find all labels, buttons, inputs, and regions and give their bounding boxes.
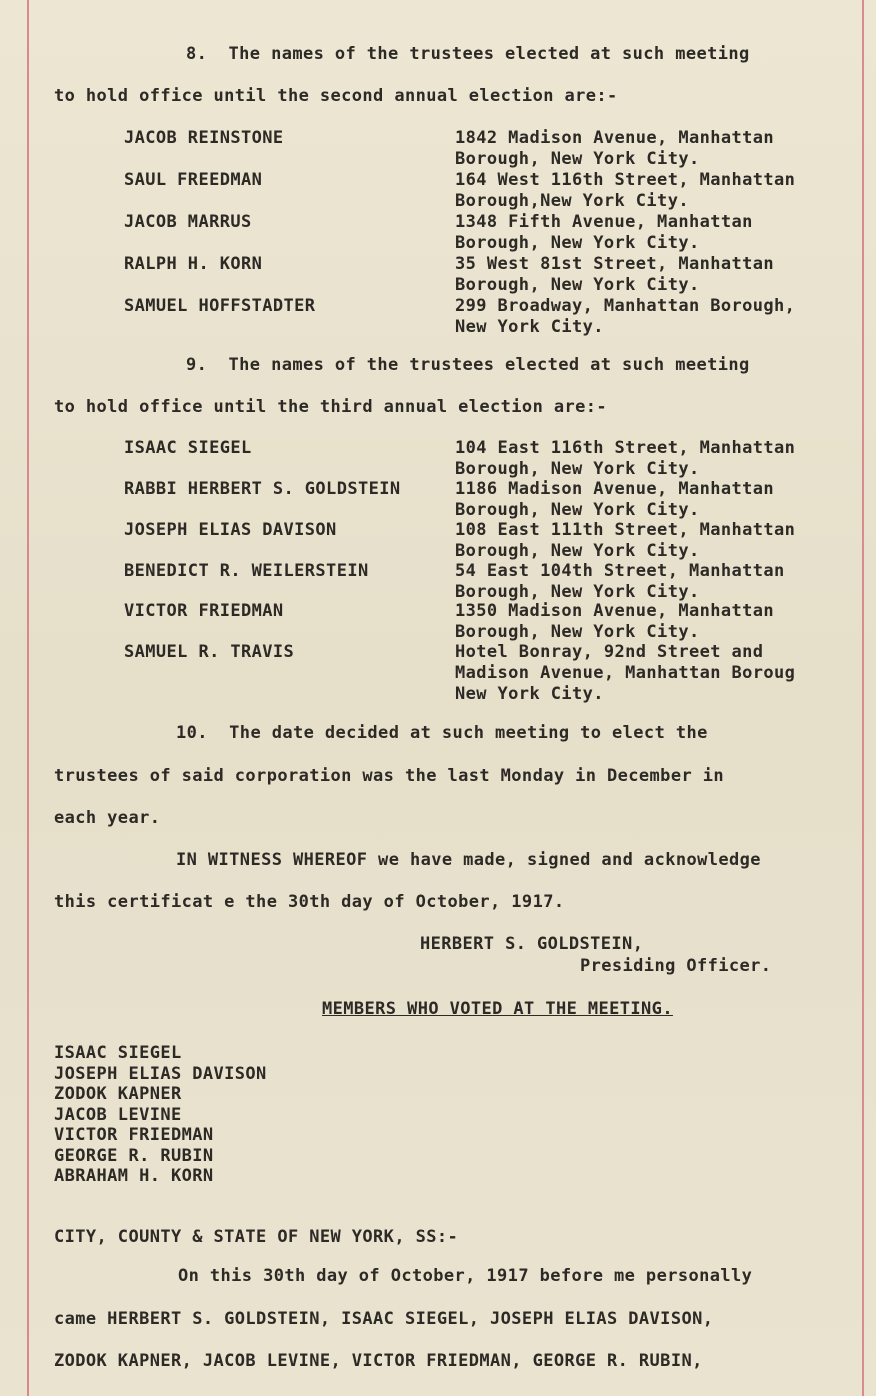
section-9-line-2: to hold office until the third annual election are:- [54,397,608,417]
venue-line: CITY, COUNTY & STATE OF NEW YORK, SS:- [54,1227,459,1247]
trustee-name: JACOB REINSTONE [124,128,284,148]
member-name: JOSEPH ELIAS DAVISON [54,1064,267,1084]
trustee-address: Borough, New York City. [455,622,700,642]
witness-line-1: IN WITNESS WHEREOF we have made, signed and acknowledge [176,850,761,870]
member-name: JACOB LEVINE [54,1105,182,1125]
trustee-name: RABBI HERBERT S. GOLDSTEIN [124,479,401,499]
trustee-address: 164 West 116th Street, Manhattan [455,170,796,190]
left-margin-rule [27,0,29,1396]
section-8-line-2: to hold office until the second annual election are:- [54,86,618,106]
section-10-line-2: trustees of said corporation was the last Monday in December in [54,766,724,786]
trustee-address: Borough, New York City. [455,233,700,253]
trustee-address: Hotel Bonray, 92nd Street and [455,642,764,662]
trustee-address: 1348 Fifth Avenue, Manhattan [455,212,753,232]
section-10-line-3: each year. [54,808,161,828]
jurat-line-2: came HERBERT S. GOLDSTEIN, ISAAC SIEGEL, JOSEPH ELIAS DAVISON, [54,1309,714,1329]
trustee-name: SAMUEL HOFFSTADTER [124,296,316,316]
section-8-line-1: 8. The names of the trustees elected at such meeting [186,44,750,64]
trustee-address: Madison Avenue, Manhattan Boroug [455,663,796,683]
jurat-line-3: ZODOK KAPNER, JACOB LEVINE, VICTOR FRIEDMAN, GEORGE R. RUBIN, [54,1351,703,1371]
witness-line-2: this certificat e the 30th day of October, 1917. [54,892,565,912]
trustee-address: 299 Broadway, Manhattan Borough, [455,296,796,316]
trustee-name: SAUL FREEDMAN [124,170,263,190]
signer-title: Presiding Officer. [580,956,772,976]
trustee-address: Borough, New York City. [455,582,700,602]
trustee-address: New York City. [455,317,604,337]
section-10-line-1: 10. The date decided at such meeting to elect the [176,723,708,743]
member-name: VICTOR FRIEDMAN [54,1125,214,1145]
trustee-address: 108 East 111th Street, Manhattan [455,520,796,540]
trustee-address: Borough, New York City. [455,500,700,520]
signer-name: HERBERT S. GOLDSTEIN, [420,934,644,954]
trustee-name: ISAAC SIEGEL [124,438,252,458]
trustee-address: Borough, New York City. [455,541,700,561]
trustee-address: 35 West 81st Street, Manhattan [455,254,775,274]
members-heading: MEMBERS WHO VOTED AT THE MEETING. [322,999,673,1019]
trustee-address: 1186 Madison Avenue, Manhattan [455,479,775,499]
right-margin-rule [862,0,864,1396]
trustee-address: New York City. [455,684,604,704]
trustee-address: Borough, New York City. [455,275,700,295]
trustee-name: JOSEPH ELIAS DAVISON [124,520,337,540]
member-name: ABRAHAM H. KORN [54,1166,214,1186]
member-name: ZODOK KAPNER [54,1084,182,1104]
trustee-address: 1842 Madison Avenue, Manhattan [455,128,775,148]
member-name: ISAAC SIEGEL [54,1043,182,1063]
jurat-line-1: On this 30th day of October, 1917 before me personally [178,1266,753,1286]
trustee-address: Borough, New York City. [455,459,700,479]
trustee-name: JACOB MARRUS [124,212,252,232]
trustee-name: RALPH H. KORN [124,254,263,274]
trustee-address: 104 East 116th Street, Manhattan [455,438,796,458]
trustee-address: Borough, New York City. [455,149,700,169]
trustee-name: BENEDICT R. WEILERSTEIN [124,561,369,581]
member-name: GEORGE R. RUBIN [54,1146,214,1166]
trustee-address: 54 East 104th Street, Manhattan [455,561,785,581]
trustee-address: Borough,New York City. [455,191,689,211]
trustee-name: VICTOR FRIEDMAN [124,601,284,621]
section-9-line-1: 9. The names of the trustees elected at such meeting [186,355,750,375]
trustee-name: SAMUEL R. TRAVIS [124,642,295,662]
trustee-address: 1350 Madison Avenue, Manhattan [455,601,775,621]
